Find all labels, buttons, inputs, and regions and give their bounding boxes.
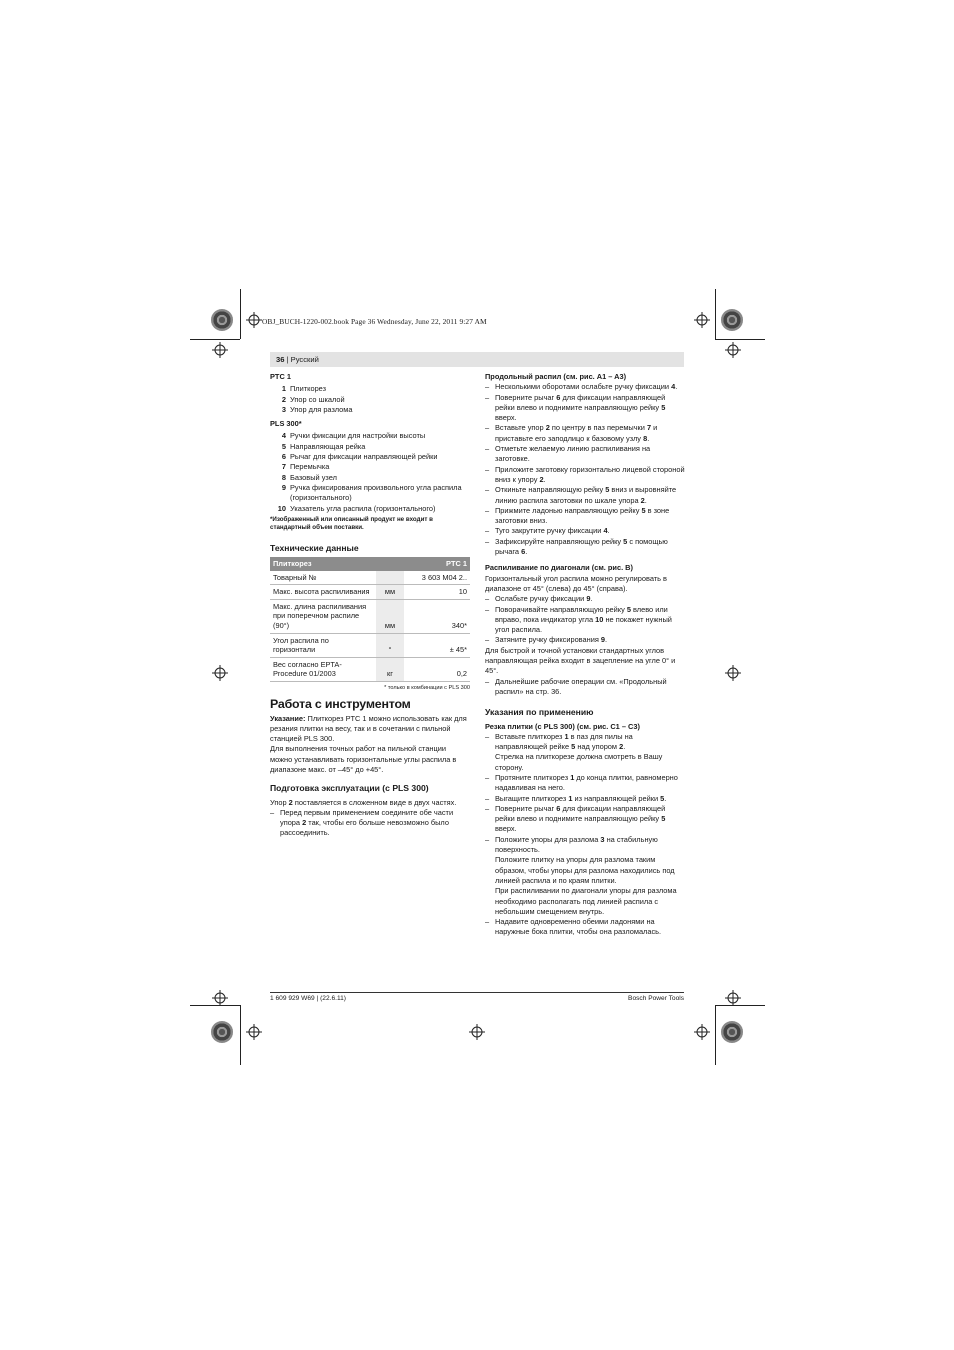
text-run: и приставьте его заподлицо к базовому узлу — [495, 423, 658, 443]
spec-unit: кг — [376, 657, 404, 681]
text-run: из направляющей рейки — [572, 793, 661, 803]
table-footnote: * только в комбинации с PLS 300 — [384, 684, 470, 691]
dash-bullet: – — [485, 526, 490, 536]
step-item — [485, 773, 685, 794]
crosshair-mark — [212, 342, 228, 358]
text-run: Дальнейшие рабочие операции см. «Продольный распил» на стр. 36. — [495, 676, 667, 696]
component-label: Указатель угла распила (горизонтального) — [290, 503, 436, 513]
component-label: Рычаг для фиксации направляющей рейки — [290, 452, 438, 462]
step-item — [485, 506, 685, 527]
text-run: на стабильную поверхность. — [495, 834, 658, 855]
long-cut-title: Продольный распил (см. рис. A1 – A3) — [485, 372, 627, 381]
step-item — [485, 485, 685, 506]
text-run: для фиксации направляющей рейки влево и поднимите направляющую рейку — [495, 803, 666, 824]
dash-bullet: – — [485, 464, 490, 474]
pls-title: PLS 300* — [270, 419, 302, 429]
dash-bullet: – — [485, 676, 490, 686]
prep-step — [270, 808, 470, 839]
component-number: 4 — [281, 431, 286, 441]
text-run: Затяните ручку фиксирования — [495, 635, 601, 645]
component-label: Ручка фиксирования произвольного угла распила (горизонтального) — [290, 482, 462, 503]
text-run: . — [664, 793, 667, 803]
text-run: Перед первым применением соедините обе части упора — [280, 807, 454, 828]
ref-number: 1 — [568, 793, 573, 803]
work-paragraph: Для выполнения точных работ на пильной станции можно устанавливать горизонтальные углы распила в диапазоне макс. от –45° до +45°. — [270, 744, 457, 774]
spec-label: Угол распила по горизонтали — [270, 633, 376, 657]
registration-dial-top-right — [721, 309, 743, 331]
ptc-title: PTC 1 — [270, 372, 291, 381]
text-run: . — [605, 635, 608, 645]
text-run: . — [623, 742, 626, 752]
right-column — [485, 372, 685, 938]
tech-data-title: Технические данные — [270, 542, 359, 553]
crosshair-mark — [469, 1024, 485, 1040]
usage-title: Указания по применению — [485, 707, 594, 718]
step-text — [495, 594, 685, 604]
crop-line — [715, 339, 765, 340]
step-text — [495, 485, 685, 506]
page-header — [270, 352, 684, 367]
text-run: Приложите заготовку горизонтально лицевой стороной вниз к упору — [495, 464, 685, 484]
text-run: Вставьте плиткорез — [495, 731, 565, 741]
dash-bullet: – — [485, 423, 490, 433]
ref-number: 2 — [545, 423, 550, 433]
spec-value: 10 — [404, 585, 470, 600]
component-label: Направляющая рейка — [290, 441, 366, 451]
step-item — [485, 594, 685, 604]
dash-bullet: – — [485, 635, 490, 645]
spec-value: 0,2 — [404, 657, 470, 681]
table-row — [270, 657, 470, 681]
work-note-label: Указание: — [270, 713, 306, 723]
step-text — [495, 773, 685, 794]
crop-line — [190, 339, 240, 340]
ref-number: 5 — [571, 742, 576, 752]
work-section-title: Работа с инструментом — [270, 697, 411, 712]
step-text — [495, 635, 685, 645]
step-text — [495, 804, 685, 835]
text-run: в зоне заготовки вниз. — [495, 505, 670, 526]
crosshair-mark — [212, 990, 228, 1006]
text-run: так, чтобы его больше невозможно было рассоединить. — [280, 818, 449, 838]
component-number: 8 — [281, 472, 286, 482]
ptc-component-list — [270, 384, 470, 415]
dash-bullet: – — [485, 392, 490, 402]
tile-cut-steps — [485, 732, 685, 938]
component-item — [270, 405, 470, 415]
text-run: вверх. — [495, 413, 517, 423]
step-item — [485, 677, 685, 698]
step-item — [485, 444, 685, 465]
dash-bullet: – — [485, 485, 490, 495]
step-item — [485, 835, 685, 856]
ref-number: 9 — [586, 594, 591, 604]
spec-label: Макс. высота распиливания — [270, 585, 376, 600]
component-item — [270, 473, 470, 483]
dash-bullet: – — [485, 803, 490, 813]
crosshair-mark — [694, 312, 710, 328]
text-run: Поворачивайте направляющую рейку — [495, 604, 627, 614]
ref-number: 5 — [626, 604, 631, 614]
text-run: . — [675, 382, 678, 392]
ref-number: 2 — [302, 818, 307, 828]
text-run: . — [590, 594, 593, 604]
table-head-value: PTC 1 — [404, 557, 470, 571]
crosshair-mark — [725, 990, 741, 1006]
crop-line — [190, 1005, 240, 1006]
step-item — [485, 393, 685, 424]
text-run: . — [647, 433, 650, 443]
crosshair-mark — [694, 1024, 710, 1040]
text-run: Ослабьте ручку фиксации — [495, 594, 587, 604]
prep-paragraph — [270, 798, 470, 808]
ref-number: 2 — [640, 495, 645, 505]
dash-bullet: – — [485, 594, 490, 604]
spec-value: ± 45* — [404, 633, 470, 657]
step-text — [280, 808, 470, 839]
step-continuation: Стрелка на плиткорезе должна смотреть в Вашу сторону. — [495, 752, 663, 772]
dash-bullet: – — [485, 772, 490, 782]
step-text — [495, 393, 685, 424]
text-run: Вставьте упор — [495, 423, 546, 433]
step-continuation: При распиливании по диагонали упоры для разлома необходимо располагать под линией распила с небольшим смещением внутрь. — [495, 886, 677, 916]
work-note — [270, 714, 470, 745]
ref-number: 4 — [671, 382, 676, 392]
footer-brand: Bosch Power Tools — [628, 995, 684, 1002]
text-run: Несколькими оборотами ослабьте ручку фиксации — [495, 382, 672, 392]
registration-dial-bottom-left — [211, 1021, 233, 1043]
ref-number: 5 — [661, 814, 666, 824]
dash-bullet: – — [485, 793, 490, 803]
crosshair-mark — [246, 312, 262, 328]
ref-number: 9 — [600, 635, 606, 645]
step-text — [495, 444, 685, 465]
ref-number: 2 — [288, 797, 293, 807]
table-row — [270, 599, 470, 633]
ref-number: 1 — [570, 772, 575, 782]
diag-cut-steps — [485, 594, 685, 645]
text-run: над упором — [575, 742, 620, 752]
diag-cut-title: Распиливание по диагонали (см. рис. B) — [485, 563, 633, 573]
component-item — [270, 452, 470, 462]
text-run: не покажет нужный угол распила. — [495, 614, 672, 635]
ref-number: 5 — [623, 536, 628, 546]
component-item — [270, 462, 470, 472]
step-text — [495, 835, 685, 856]
step-continuation: Положите плитку на упоры для разлома таким образом, чтобы упоры для разлома находились под линией распила и по краям плитки. — [495, 855, 675, 885]
step-text — [495, 465, 685, 486]
component-item — [270, 483, 470, 504]
ref-number: 6 — [521, 547, 526, 557]
diag-paragraph-2: Для быстрой и точной установки стандартных углов направляющая рейка входит в зацепление на угле 0° и 45°. — [485, 645, 676, 676]
spec-label: Вес согласно EPTA-Procedure 01/2003 — [270, 657, 376, 681]
ref-number: 5 — [641, 505, 646, 515]
dash-bullet: – — [485, 731, 490, 741]
component-number: 2 — [281, 394, 286, 404]
text-run: по центру в паз перемычки — [549, 423, 647, 433]
step-item — [485, 605, 685, 636]
text-run: до конца плитки, равномерно надавливая на него. — [495, 772, 678, 793]
component-item — [270, 431, 470, 441]
pls-component-list — [270, 431, 470, 513]
crop-line — [715, 1005, 765, 1006]
dash-bullet: – — [485, 382, 490, 392]
step-text — [495, 794, 685, 804]
table-row — [270, 571, 470, 585]
text-run: . — [525, 547, 528, 557]
header-separator: | — [284, 355, 291, 364]
text-run: Протяните плиткорез — [495, 772, 571, 782]
component-label: Упор со шкалой — [290, 394, 345, 404]
text-run: Надавите одновременно обеими ладонями на наружные бока плитки, чтобы она разломалась. — [495, 917, 662, 937]
ref-number: 7 — [646, 423, 652, 433]
component-label: Плиткорез — [290, 384, 327, 394]
text-run: вниз и выровняйте линию распила заготовки по шкале упора — [495, 485, 677, 505]
text-run: поставляется в сложенном виде в двух частях. — [292, 797, 457, 807]
footer-doc-number: 1 609 929 W69 | (22.6.11) — [270, 995, 347, 1002]
crosshair-mark — [725, 342, 741, 358]
left-column — [270, 372, 470, 839]
component-number: 5 — [281, 441, 286, 451]
dash-bullet: – — [485, 834, 490, 844]
text-run: Туго закрутите ручку фиксации — [495, 526, 604, 536]
component-number: 7 — [281, 462, 286, 472]
text-run: Выгащите плиткорез — [495, 793, 569, 803]
crop-line — [240, 289, 241, 339]
spec-unit — [376, 571, 404, 585]
dash-bullet: – — [485, 604, 490, 614]
header-language: Русский — [290, 355, 319, 364]
crosshair-mark — [246, 1024, 262, 1040]
component-label: Перемычка — [290, 462, 330, 472]
step-item — [485, 804, 685, 835]
text-run: Зафиксируйте направляющую рейку — [495, 536, 624, 546]
spec-value: 3 603 M04 2.. — [404, 571, 470, 585]
step-text — [495, 917, 685, 938]
spec-unit: мм — [376, 585, 404, 600]
text-run: Поверните рычаг — [495, 803, 557, 813]
delivery-note: *Изображенный или описанный продукт не входит в стандартный объем поставки. — [270, 515, 433, 532]
step-text — [495, 423, 685, 444]
step-item — [485, 423, 685, 444]
tile-cut-title: Резка плитки (с PLS 300) (см. рис. C1 – C3) — [485, 721, 640, 731]
diag-paragraph: Горизонтальный угол распила можно регулировать в диапазоне от 45° (слева) до 45° (справа). — [485, 573, 667, 593]
crop-line — [715, 289, 716, 339]
text-run: Откиньте направляющую рейку — [495, 485, 606, 495]
ref-number: 2 — [619, 742, 624, 752]
step-item — [485, 794, 685, 804]
step-text — [495, 677, 685, 698]
prep-title: Подготовка эксплуатации (с PLS 300) — [270, 783, 429, 794]
dash-bullet: – — [485, 536, 490, 546]
ref-number: 6 — [556, 803, 561, 813]
step-text — [495, 605, 685, 636]
component-number: 9 — [281, 482, 286, 492]
component-item — [270, 384, 470, 394]
step-item — [485, 635, 685, 645]
spec-unit: мм — [376, 599, 404, 633]
ref-number: 6 — [556, 392, 561, 402]
text-run: вверх. — [495, 824, 517, 834]
crosshair-mark — [725, 665, 741, 681]
step-text — [495, 732, 685, 753]
text-run: с помощью рычага — [495, 536, 668, 557]
text-run: Прижмите ладонью направляющую рейку — [495, 505, 642, 515]
step-item — [485, 526, 685, 536]
step-text — [495, 526, 685, 536]
ref-number: 5 — [605, 485, 610, 495]
step-text — [495, 537, 685, 558]
registration-dial-top-left — [211, 309, 233, 331]
table-row — [270, 585, 470, 600]
step-item — [485, 465, 685, 486]
page-footer — [270, 992, 684, 1002]
component-item — [270, 395, 470, 405]
tech-data-table — [270, 557, 470, 682]
long-cut-steps — [485, 382, 685, 557]
dash-bullet: – — [270, 807, 275, 817]
component-label: Ручки фиксации для настройки высоты — [290, 431, 426, 441]
crop-line — [240, 1005, 241, 1065]
component-number: 3 — [281, 404, 286, 414]
component-item — [270, 504, 470, 514]
spec-label: Товарный № — [270, 571, 376, 585]
component-label: Упор для разлома — [290, 404, 353, 414]
component-number: 10 — [277, 503, 286, 513]
component-number: 6 — [281, 452, 286, 462]
ref-number: 1 — [564, 731, 569, 741]
ref-number: 3 — [600, 834, 605, 844]
text-run: . — [607, 526, 610, 536]
component-item — [270, 442, 470, 452]
dash-bullet: – — [485, 917, 490, 927]
text-run: в паз для пилы на направляющей рейке — [495, 731, 633, 752]
ref-number: 2 — [539, 474, 544, 484]
text-run: Упор — [270, 797, 289, 807]
spec-label: Макс. длина распиливания при поперечном распиле (90°) — [270, 599, 376, 633]
text-run: влево или вправо, пока индикатор угла — [495, 604, 668, 624]
registration-dial-bottom-right — [721, 1021, 743, 1043]
ref-number: 10 — [595, 614, 604, 624]
crosshair-mark — [212, 665, 228, 681]
ref-number: 8 — [643, 433, 648, 443]
text-run: Поверните рычаг — [495, 392, 557, 402]
ref-number: 5 — [660, 793, 665, 803]
text-run: Положите упоры для разлома — [495, 834, 601, 844]
text-run: Отметьте желаемую линию распиливания на заготовке. — [495, 444, 651, 464]
diag-cut-steps-2 — [485, 677, 685, 698]
page-number: 36 — [276, 355, 285, 364]
table-head-label: Плиткорез — [270, 557, 404, 571]
spec-unit: ° — [376, 633, 404, 657]
spec-value: 340* — [404, 599, 470, 633]
book-slug-line: OBJ_BUCH-1220-002.book Page 36 Wednesday, June 22, 2011 9:27 AM — [262, 317, 487, 326]
step-text — [495, 506, 685, 527]
ref-number: 4 — [603, 526, 608, 536]
step-item — [485, 537, 685, 558]
crop-line — [715, 1005, 716, 1065]
text-run: . — [644, 495, 647, 505]
ref-number: 5 — [661, 402, 666, 412]
step-text — [495, 382, 685, 392]
component-number: 1 — [281, 384, 286, 394]
component-label: Базовый узел — [290, 472, 337, 482]
step-item — [485, 917, 685, 938]
dash-bullet: – — [485, 444, 490, 454]
text-run: . — [543, 474, 546, 484]
table-row — [270, 633, 470, 657]
step-item — [485, 732, 685, 753]
work-note-text: Плиткорез PTC 1 можно использовать как для резания плитки на весу, так и в сочетании с пильной станцией PLS 300. — [270, 713, 467, 744]
text-run: для фиксации направляющей рейки влево и поднимите направляющую рейку — [495, 392, 666, 412]
step-item — [485, 382, 685, 392]
dash-bullet: – — [485, 505, 490, 515]
